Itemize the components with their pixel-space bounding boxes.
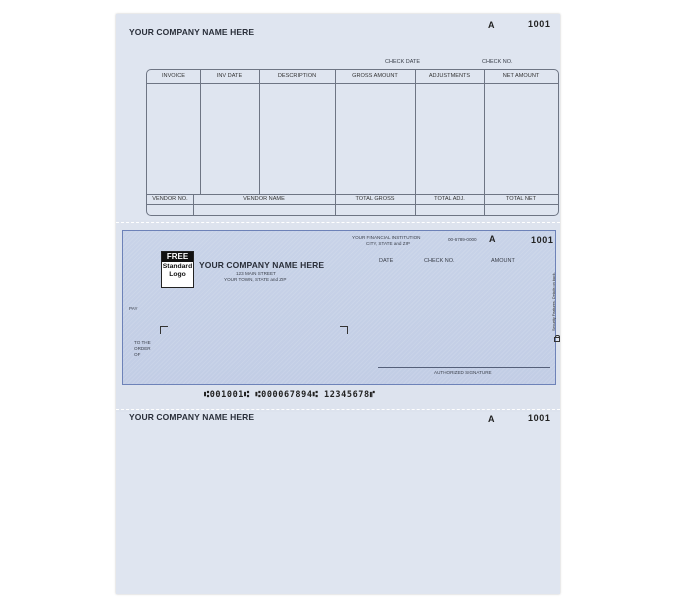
top-stub-code: A [488, 20, 495, 30]
col-divider [200, 70, 201, 194]
check-number: 1001 [531, 235, 554, 245]
footer-vendor-name: VENDOR NAME [243, 196, 285, 202]
bottom-stub-company: YOUR COMPANY NAME HERE [129, 412, 255, 422]
check-no-label: CHECK NO. [424, 258, 455, 264]
address-window-corner [160, 326, 168, 334]
col-header-net-amount: NET AMOUNT [502, 73, 540, 79]
logo-standard-text: Standard [162, 263, 193, 270]
footer-total-adj: TOTAL ADJ. [434, 196, 465, 202]
perforation-bottom [116, 409, 560, 410]
col-divider [484, 70, 485, 215]
bottom-stub [116, 412, 560, 594]
perforation-top [116, 222, 560, 223]
footer-vendor-no: VENDOR NO. [152, 196, 188, 202]
footer-total-gross: TOTAL GROSS [355, 196, 395, 202]
logo-logo-text: Logo [169, 270, 186, 278]
check-no-label: CHECK NO. [482, 59, 513, 65]
col-divider [335, 70, 336, 215]
col-header-invoice: INVOICE [161, 73, 185, 79]
bank-city: CITY, STATE and ZIP [366, 241, 410, 246]
check-code: A [489, 234, 496, 244]
top-stub-company: YOUR COMPANY NAME HERE [129, 27, 255, 37]
signature-label: AUTHORIZED SIGNATURE [434, 370, 492, 375]
address-window-corner [340, 326, 348, 334]
col-divider [259, 70, 260, 194]
header-divider [147, 83, 558, 84]
footer-divider-2 [147, 204, 558, 205]
col-header-description: DESCRIPTION [277, 73, 317, 79]
company-logo [161, 251, 194, 288]
footer-divider-1 [147, 194, 558, 195]
check-date-label: CHECK DATE [385, 59, 421, 65]
security-features-note: Security Features. Details on back. [552, 272, 556, 331]
of-label: OF [134, 352, 141, 357]
date-label: DATE [379, 258, 394, 264]
col-divider [415, 70, 416, 215]
logo-free-text: FREE [162, 252, 193, 262]
top-stub [116, 14, 560, 220]
check-body [122, 230, 556, 385]
col-header-inv-date: INV DATE [216, 73, 243, 79]
col-header-gross-amount: GROSS AMOUNT [352, 73, 398, 79]
order-label: ORDER [134, 346, 151, 351]
to-the-label: TO THE [134, 340, 151, 345]
amount-label: AMOUNT [491, 258, 515, 264]
check-sheet [116, 14, 560, 594]
bottom-stub-number: 1001 [528, 413, 551, 423]
micr-line: ⑆001001⑆ ⑆000067894⑆ 12345678⑈ [204, 390, 376, 400]
check-address-line1: 123 MAIN STREET [236, 271, 276, 276]
footer-total-net: TOTAL NET [505, 196, 537, 202]
signature-line [378, 367, 550, 368]
logo-text [162, 263, 193, 278]
pay-label: PAY [129, 306, 138, 311]
check-company-name: YOUR COMPANY NAME HERE [199, 260, 325, 270]
invoice-table [146, 69, 559, 216]
routing-fraction: 00-6789-0000 [448, 237, 477, 242]
check-address-line2: YOUR TOWN, STATE and ZIP [224, 277, 287, 282]
top-stub-number: 1001 [528, 19, 551, 29]
padlock-icon [554, 337, 560, 342]
bottom-stub-code: A [488, 414, 495, 424]
bank-name: YOUR FINANCIAL INSTITUTION [352, 235, 421, 240]
col-header-adjustments: ADJUSTMENTS [428, 73, 471, 79]
